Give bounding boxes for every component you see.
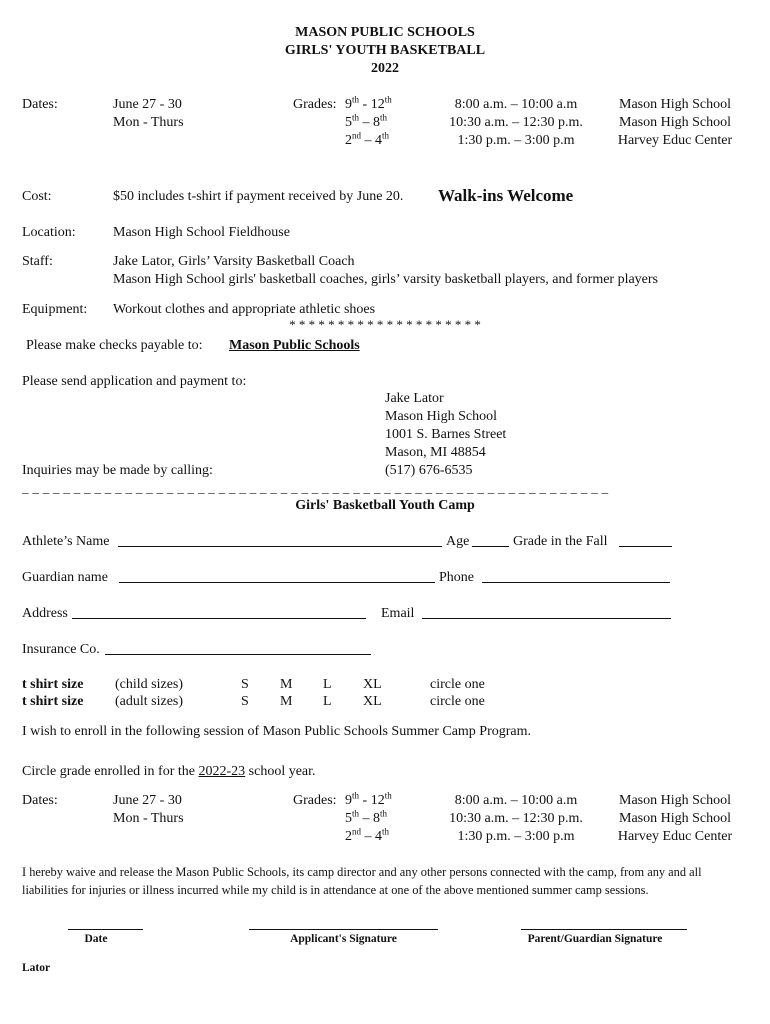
header-year: 2022 bbox=[371, 61, 399, 76]
age-label: Age bbox=[446, 534, 470, 549]
date-caption: Date bbox=[84, 933, 108, 945]
grade-range: 5th – 8th bbox=[345, 112, 388, 130]
staff-line-2: Mason High School girls' basketball coaches, girls’ varsity basketball players, and former players bbox=[113, 272, 659, 287]
cost-text: $50 includes t-shirt if payment received by June 20. bbox=[113, 189, 404, 204]
header-line-2: GIRLS' YOUTH BASKETBALL bbox=[284, 43, 486, 58]
session-place: Harvey Educ Center bbox=[617, 829, 733, 844]
checks-payee: Mason Public Schools bbox=[229, 338, 360, 353]
grade-range: 2nd – 4th bbox=[345, 130, 390, 148]
session-time: 1:30 p.m. – 3:00 p.m bbox=[457, 829, 575, 844]
session-time: 8:00 a.m. – 10:00 a.m bbox=[454, 793, 578, 808]
tshirt-size-label: t shirt size bbox=[22, 677, 84, 692]
dates-label: Dates: bbox=[22, 97, 58, 112]
send-phone: (517) 676-6535 bbox=[385, 463, 473, 478]
session-time: 8:00 a.m. – 10:00 a.m bbox=[454, 97, 578, 112]
school-year: 2022-23 bbox=[198, 764, 246, 779]
athlete-name-field[interactable] bbox=[118, 533, 442, 547]
grades-label: Grades: bbox=[293, 793, 337, 808]
walkins-welcome: Walk-ins Welcome bbox=[438, 186, 574, 205]
size-option-m[interactable]: M bbox=[280, 677, 293, 692]
guardian-label: Guardian name bbox=[22, 570, 108, 585]
session-time: 1:30 p.m. – 3:00 p.m bbox=[457, 133, 575, 148]
session-time: 10:30 a.m. – 12:30 p.m. bbox=[449, 115, 583, 130]
staff-line-1: Jake Lator, Girls’ Varsity Basketball Coach bbox=[113, 254, 355, 269]
circle-grade-text: Circle grade enrolled in for the 2022-23 school year. bbox=[22, 764, 316, 779]
dates-label: Dates: bbox=[22, 793, 58, 808]
size-option-m[interactable]: M bbox=[280, 694, 293, 709]
send-city: Mason, MI 48854 bbox=[385, 445, 486, 460]
form-title: Girls' Basketball Youth Camp bbox=[295, 498, 475, 513]
send-street: 1001 S. Barnes Street bbox=[385, 427, 507, 442]
grades-label: Grades: bbox=[293, 97, 337, 112]
send-org: Mason High School bbox=[385, 409, 497, 424]
enroll-text: I wish to enroll in the following session of Mason Public Schools Summer Camp Program. bbox=[22, 724, 532, 739]
circle-one-note: circle one bbox=[430, 677, 485, 692]
tshirt-kind: (child sizes) bbox=[115, 677, 184, 692]
email-label: Email bbox=[381, 606, 415, 621]
insurance-label: Insurance Co. bbox=[22, 642, 100, 657]
parent-signature-line[interactable] bbox=[521, 929, 687, 930]
days-value: Mon - Thurs bbox=[113, 115, 184, 130]
athlete-name-label: Athlete’s Name bbox=[22, 534, 110, 549]
size-option-s[interactable]: S bbox=[241, 694, 249, 709]
cost-label: Cost: bbox=[22, 189, 52, 204]
cut-line: _ _ _ _ _ _ _ _ _ _ _ _ _ _ _ _ _ _ _ _ _ _ _ _ _ _ _ _ _ _ _ _ _ _ _ _ _ _ _ _ _ _ _ _ _ _ _ _ _ _ _ _ _ _ _ _ _ bbox=[22, 480, 609, 495]
grade-range-option[interactable]: 9th - 12th bbox=[345, 790, 392, 808]
tshirt-kind: (adult sizes) bbox=[115, 694, 184, 709]
session-place: Mason High School bbox=[619, 811, 731, 826]
address-field[interactable] bbox=[72, 605, 366, 619]
phone-label: Phone bbox=[439, 570, 474, 585]
address-label: Address bbox=[22, 606, 68, 621]
dates-value: June 27 - 30 bbox=[113, 97, 182, 112]
grade-fall-field[interactable] bbox=[619, 533, 672, 547]
send-name: Jake Lator bbox=[385, 391, 444, 406]
checks-label: Please make checks payable to: bbox=[26, 338, 203, 353]
star-divider: * * * * * * * * * * * * * * * * * * * * bbox=[289, 317, 481, 332]
email-field[interactable] bbox=[422, 605, 671, 619]
header-line-1: MASON PUBLIC SCHOOLS bbox=[295, 25, 475, 40]
grade-range: 9th - 12th bbox=[345, 94, 392, 112]
size-option-s[interactable]: S bbox=[241, 677, 249, 692]
days-value: Mon - Thurs bbox=[113, 811, 184, 826]
session-time: 10:30 a.m. – 12:30 p.m. bbox=[449, 811, 583, 826]
dates-value: June 27 - 30 bbox=[113, 793, 182, 808]
send-label: Please send application and payment to: bbox=[22, 374, 247, 389]
phone-field[interactable] bbox=[482, 569, 670, 583]
tshirt-size-label: t shirt size bbox=[22, 694, 84, 709]
applicant-signature-line[interactable] bbox=[249, 929, 438, 930]
parent-signature-caption: Parent/Guardian Signature bbox=[527, 933, 663, 945]
session-place: Mason High School bbox=[619, 115, 731, 130]
size-option-xl[interactable]: XL bbox=[363, 694, 382, 709]
size-option-xl[interactable]: XL bbox=[363, 677, 382, 692]
insurance-field[interactable] bbox=[105, 641, 371, 655]
inquiries-label: Inquiries may be made by calling: bbox=[22, 463, 213, 478]
location-text: Mason High School Fieldhouse bbox=[113, 225, 290, 240]
location-label: Location: bbox=[22, 225, 76, 240]
circle-one-note: circle one bbox=[430, 694, 485, 709]
equipment-label: Equipment: bbox=[22, 302, 88, 317]
grade-range-option[interactable]: 2nd – 4th bbox=[345, 826, 390, 844]
size-option-l[interactable]: L bbox=[323, 677, 332, 692]
age-field[interactable] bbox=[472, 533, 509, 547]
staff-label: Staff: bbox=[22, 254, 53, 269]
session-place: Mason High School bbox=[619, 793, 731, 808]
grade-fall-label: Grade in the Fall bbox=[513, 534, 608, 549]
grade-range-option[interactable]: 5th – 8th bbox=[345, 808, 388, 826]
equipment-text: Workout clothes and appropriate athletic shoes bbox=[113, 302, 376, 317]
size-option-l[interactable]: L bbox=[323, 694, 332, 709]
session-place: Harvey Educ Center bbox=[617, 133, 733, 148]
waiver-text: I hereby waive and release the Mason Public Schools, its camp director and any other persons connected with the camp, from any and all liabilities for injuries or illness incurred while my child is in attendance at one of the above mentioned summer camp sessions. bbox=[22, 865, 702, 897]
guardian-field[interactable] bbox=[119, 569, 435, 583]
date-signature-line[interactable] bbox=[68, 929, 143, 930]
applicant-signature-caption: Applicant's Signature bbox=[290, 933, 397, 945]
session-place: Mason High School bbox=[619, 97, 731, 112]
footer-author: Lator bbox=[22, 962, 51, 974]
